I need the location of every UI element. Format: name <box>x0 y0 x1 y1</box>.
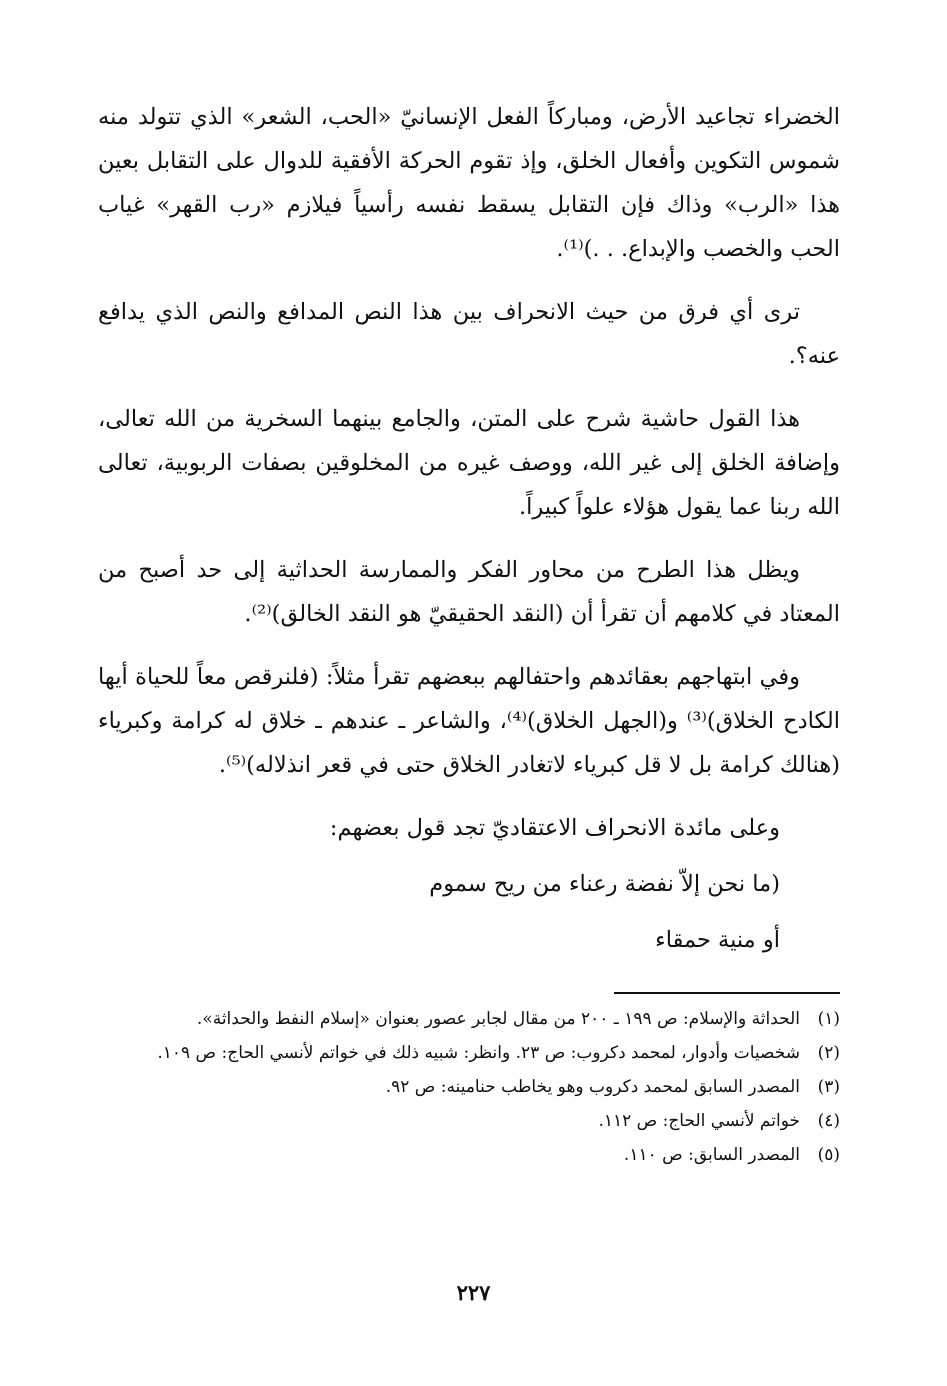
paragraph: الخضراء تجاعيد الأرض، ومباركاً الفعل الإنسانيّ «الحب، الشعر» الذي تتولد منه شموس التكوين وأفعال الخلق، وإذ تقوم الحركة الأفقية للدوال على التقابل بعين هذا «الرب» وذاك فإن التقابل يسقط نفسه رأسياً فيلازم «رب القهر» غياب الحب والخصب والإبداع. . .)⁽¹⁾. <box>98 104 840 262</box>
footnote <box>98 1038 840 1068</box>
poem-line: وعلى مائدة الانحراف الاعتقاديّ تجد قول بعضهم: <box>329 815 780 841</box>
poem-line: أو منية حمقاء <box>655 927 780 953</box>
paragraph: هذا القول حاشية شرح على المتن، والجامع بينهما السخرية من الله تعالى، وإضافة الخلق إلى غير الله، ووصف غيره من المخلوقين بصفات الربوبية، تعالى الله ربنا عما يقول هؤلاء علواً كبيراً. <box>98 406 840 520</box>
footnote-number: (١) <box>817 1009 840 1029</box>
footnote-text: الحداثة والإسلام: ص ١٩٩ ـ ٢٠٠ من مقال لجابر عصور بعنوان «إسلام النفط والحداثة». <box>196 1009 800 1029</box>
main-text <box>98 95 840 974</box>
footnote-text: شخصيات وأدوار، لمحمد دكروب: ص ٢٣. وانظر: شبيه ذلك في خواتم لأنسي الحاج: ص ١٠٩. <box>157 1043 800 1063</box>
footnote <box>98 1106 840 1136</box>
page-number: ٢٢٧ <box>456 1280 491 1305</box>
footnote <box>98 1140 840 1170</box>
paragraph: ويظل هذا الطرح من محاور الفكر والممارسة الحداثية إلى حد أصبح من المعتاد في كلامهم أن تقرأ أن (النقد الحقيقيّ هو النقد الخالق)⁽²⁾. <box>98 557 840 627</box>
footnote-number: (٤) <box>817 1111 840 1131</box>
footnote-divider <box>614 992 840 994</box>
footnotes <box>98 1004 840 1174</box>
poem-line: (ما نحن إلاّ نفضة رعناء من ريح سموم <box>429 871 780 897</box>
footnote-number: (٥) <box>817 1145 840 1165</box>
footnote-number: (٢) <box>817 1043 840 1063</box>
footnote-text: المصدر السابق لمحمد دكروب وهو يخاطب حنامينه: ص ٩٢. <box>385 1077 800 1097</box>
footnote-text: المصدر السابق: ص ١١٠. <box>623 1145 800 1165</box>
paragraph: ترى أي فرق من حيث الانحراف بين هذا النص المدافع والنص الذي يدافع عنه؟. <box>98 299 840 369</box>
footnote-text: خواتم لأنسي الحاج: ص ١١٢. <box>598 1111 800 1131</box>
footnote <box>98 1072 840 1102</box>
poem-block <box>98 806 840 962</box>
footnote <box>98 1004 840 1034</box>
footnote-number: (٣) <box>817 1077 840 1097</box>
paragraph: وفي ابتهاجهم بعقائدهم واحتفالهم ببعضهم تقرأ مثلاً: (فلنرقص معاً للحياة أيها الكادح الخلاق)⁽³⁾ و(الجهل الخلاق)⁽⁴⁾، والشاعر ـ عندهم ـ خلاق له كرامة وكبرياء (هنالك كرامة بل لا قل كبرياء لاتغادر الخلاق حتى في قعر انذلاله)⁽⁵⁾. <box>98 664 840 778</box>
